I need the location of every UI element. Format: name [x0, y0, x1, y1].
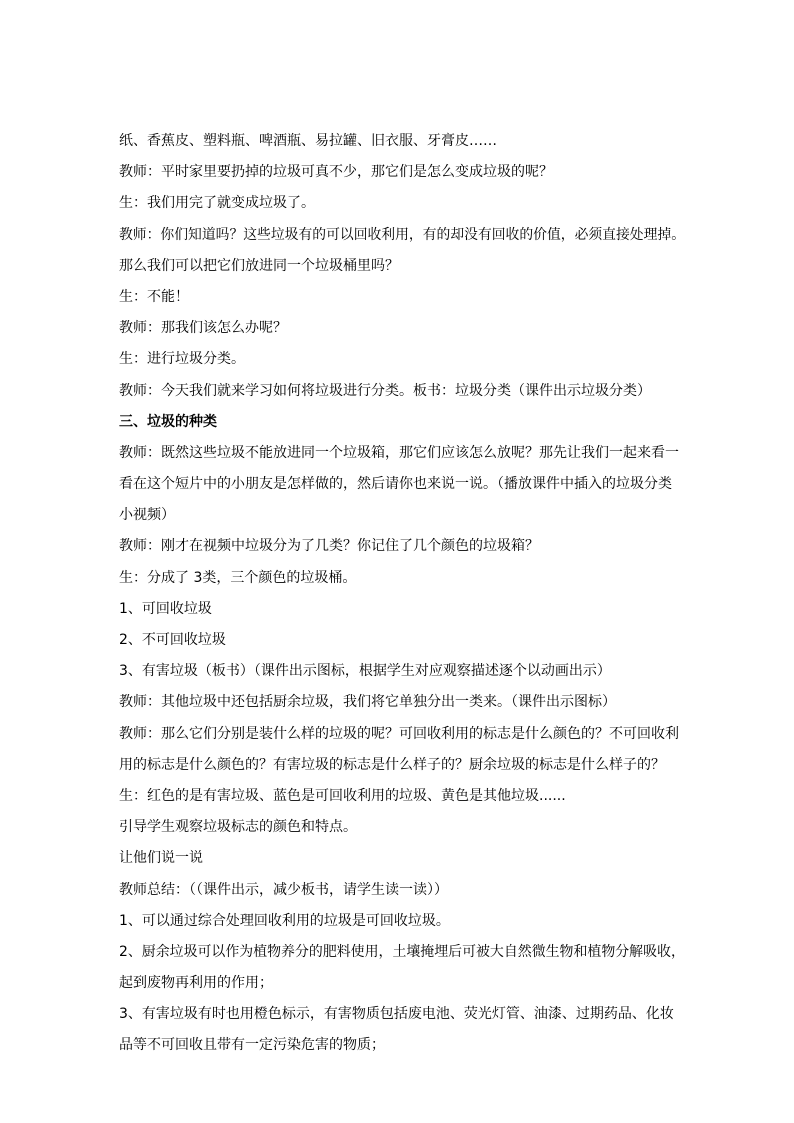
text-line: 教师总结：（（课件出示，减少板书，请学生读一读））: [119, 881, 448, 898]
text-line: 生：红色的是有害垃圾、蓝色是可回收利用的垃圾、黄色是其他垃圾......: [119, 787, 566, 804]
text-line: 纸、香蕉皮、塑料瓶、啤酒瓶、易拉罐、旧衣服、牙膏皮……: [119, 133, 497, 149]
text-line: 教师：其他垃圾中还包括厨余垃圾，我们将它单独分出一类来。（课件出示图标）: [119, 694, 616, 711]
text-line: 教师：那我们该怎么办呢？: [119, 320, 287, 337]
text-line: 教师：刚才在视频中垃圾分为了几类？你记住了几个颜色的垃圾箱？: [119, 538, 539, 555]
text-line: 生：分成了 3类，三个颜色的垃圾桶。: [119, 569, 357, 586]
list-item-continuation: 品等不可回收且带有一定污染危害的物质；: [119, 1037, 385, 1054]
text-line: 小视频）: [119, 507, 175, 524]
list-item: 3、有害垃圾（板书）（课件出示图标，根据学生对应观察描述逐个以动画出示）: [119, 663, 611, 680]
text-line: 引导学生观察垃圾标志的颜色和特点。: [119, 819, 357, 836]
text-line: 教师：今天我们就来学习如何将垃圾进行分类。板书：垃圾分类（课件出示垃圾分类）: [119, 382, 651, 399]
list-item: 3、有害垃圾有时也用橙色标示，有害物质包括废电池、荧光灯管、油漆、过期药品、化妆: [119, 1006, 674, 1023]
list-item-continuation: 起到废物再利用的作用；: [119, 975, 273, 992]
text-line: 教师：那么它们分别是装什么样的垃圾的呢？可回收利用的标志是什么颜色的？不可回收利: [119, 725, 679, 742]
list-item: 2、不可回收垃圾: [119, 632, 226, 648]
text-line: 生：进行垃圾分类。: [119, 351, 245, 368]
text-line: 教师：平时家里要扔掉的垃圾可真不少，那它们是怎么变成垃圾的呢？: [119, 164, 553, 181]
text-line: 教师：你们知道吗？这些垃圾有的可以回收利用，有的却没有回收的价值，必须直接处理掉。: [119, 226, 686, 243]
list-item: 1、可回收垃圾: [119, 600, 212, 617]
text-line: 那么我们可以把它们放进同一个垃圾桶里吗？: [119, 257, 399, 274]
document-body: [119, 126, 685, 1062]
text-line: 生：不能！: [119, 288, 189, 305]
text-line: 用的标志是什么颜色的？有害垃圾的标志是什么样子的？厨余垃圾的标志是什么样子的？: [119, 756, 665, 773]
list-item: 1、可以通过综合处理回收利用的垃圾是可回收垃圾。: [119, 912, 450, 929]
text-line: 教师：既然这些垃圾不能放进同一个垃圾箱，那它们应该怎么放呢？那先让我们一起来看一: [119, 444, 679, 461]
text-line: 看在这个短片中的小朋友是怎样做的，然后请你也来说一说。（播放课件中插入的垃圾分类: [119, 476, 672, 493]
section-heading: 三、垃圾的种类: [119, 413, 217, 430]
text-line: 让他们说一说: [119, 850, 203, 867]
list-item: 2、厨余垃圾可以作为植物养分的肥料使用，土壤掩埋后可被大自然微生物和植物分解吸收，: [119, 943, 685, 960]
text-line: 生：我们用完了就变成垃圾了。: [119, 195, 315, 212]
